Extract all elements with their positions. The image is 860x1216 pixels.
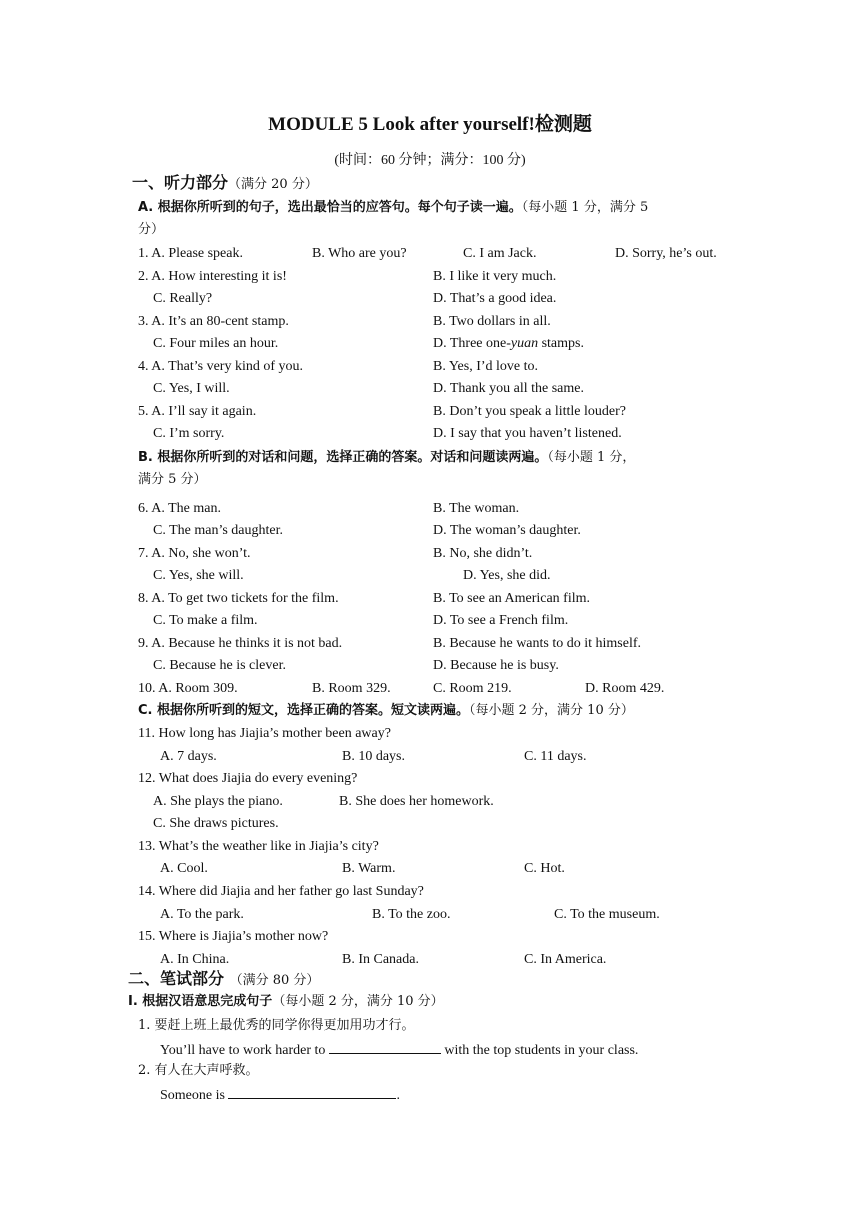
q15-option-c: C. In America. xyxy=(524,952,607,967)
page-subtitle: (时间：60 分钟；满分：100 分) xyxy=(334,153,526,168)
section-i-note: （每小题 2 分，满分 10 分） xyxy=(272,994,444,1009)
q10-option-a: 10. A. Room 309. xyxy=(138,681,238,696)
q12-option-a: A. She plays the piano. xyxy=(153,794,283,809)
q10-option-c: C. Room 219. xyxy=(433,681,512,696)
q12-option-b: B. She does her homework. xyxy=(339,794,494,809)
q6-option-a: 6. A. The man. xyxy=(138,501,221,516)
q3-option-d xyxy=(433,335,584,353)
section-b-note: （每小题 1 分， xyxy=(547,450,636,465)
q13-option-a: A. Cool. xyxy=(160,861,208,876)
q7-option-d: D. Yes, she did. xyxy=(463,568,551,583)
q13-option-b: B. Warm. xyxy=(342,861,396,876)
q6-option-b: B. The woman. xyxy=(433,501,520,516)
answer-blank[interactable] xyxy=(228,1086,284,1099)
sentence-1-part-a: You’ll have to work harder to xyxy=(160,1043,326,1058)
q5-option-d: D. I say that you haven’t listened. xyxy=(433,426,622,441)
answer-blank[interactable] xyxy=(340,1086,396,1099)
section-a-note: （每小题 1 分，满分 5 xyxy=(521,200,649,215)
q2-option-b: B. I like it very much. xyxy=(433,269,557,284)
q8-option-c: C. To make a film. xyxy=(153,613,258,628)
q3-option-b: B. Two dollars in all. xyxy=(433,314,551,329)
q11-option-a: A. 7 days. xyxy=(160,749,217,764)
q3-option-d-yuan: yuan xyxy=(510,336,539,351)
part1-heading-note: （满分 20 分） xyxy=(228,177,318,192)
q15-option-b: B. In Canada. xyxy=(342,952,419,967)
q12-stem: 12. What does Jiajia do every evening? xyxy=(138,771,358,786)
answer-blank[interactable] xyxy=(385,1041,441,1054)
sentence-2-english xyxy=(160,1086,400,1105)
section-a-note-cont: 分） xyxy=(138,222,165,237)
section-c-instruction-text: C. 根据你所听到的短文，选择正确的答案。短文读两遍。 xyxy=(138,703,470,718)
section-c-note: （每小题 2 分，满分 10 分） xyxy=(469,703,634,718)
q3-option-c: C. Four miles an hour. xyxy=(153,336,279,351)
section-c-instruction xyxy=(138,702,634,720)
q6-option-d: D. The woman’s daughter. xyxy=(433,523,581,538)
section-i-instruction xyxy=(128,993,444,1011)
q7-option-c: C. Yes, she will. xyxy=(153,568,244,583)
q1-option-b: B. Who are you? xyxy=(312,246,407,261)
section-a-instruction xyxy=(138,199,648,217)
part2-heading xyxy=(128,970,319,990)
q7-option-a: 7. A. No, she won’t. xyxy=(138,546,251,561)
page-title: MODULE 5 Look after yourself!检测题 xyxy=(268,114,592,135)
answer-blank[interactable] xyxy=(329,1041,385,1054)
q3-option-d-b: stamps. xyxy=(538,336,584,351)
sentence-1-chinese: 1. 要赶上班上最优秀的同学你得更加用功才行。 xyxy=(138,1018,415,1033)
q2-option-c: C. Really? xyxy=(153,291,213,306)
q9-option-c: C. Because he is clever. xyxy=(153,658,286,673)
section-a-instruction-text: A. 根据你所听到的句子，选出最恰当的应答句。每个句子读一遍。 xyxy=(138,200,522,215)
q1-option-d: D. Sorry, he’s out. xyxy=(615,246,717,261)
q9-option-d: D. Because he is busy. xyxy=(433,658,559,673)
part2-heading-text: 二、笔试部分 xyxy=(128,969,225,988)
q6-option-c: C. The man’s daughter. xyxy=(153,523,283,538)
q14-option-b: B. To the zoo. xyxy=(372,907,451,922)
q4-option-b: B. Yes, I’d love to. xyxy=(433,359,539,374)
sentence-2-part-a: Someone is xyxy=(160,1088,225,1103)
q1-option-a: 1. A. Please speak. xyxy=(138,246,243,261)
section-b-instruction xyxy=(138,449,635,467)
q9-option-a: 9. A. Because he thinks it is not bad. xyxy=(138,636,343,651)
q8-option-a: 8. A. To get two tickets for the film. xyxy=(138,591,339,606)
sentence-2-part-b: . xyxy=(396,1088,400,1103)
section-b-note-cont: 满分 5 分） xyxy=(138,472,207,487)
q10-option-d: D. Room 429. xyxy=(585,681,665,696)
q4-option-d: D. Thank you all the same. xyxy=(433,381,584,396)
q10-option-b: B. Room 329. xyxy=(312,681,391,696)
q11-option-b: B. 10 days. xyxy=(342,749,405,764)
section-i-instruction-text: Ⅰ. 根据汉语意思完成句子 xyxy=(128,994,273,1009)
q14-stem: 14. Where did Jiajia and her father go last Sunday? xyxy=(138,884,424,899)
q13-option-c: C. Hot. xyxy=(524,861,565,876)
q15-option-a: A. In China. xyxy=(160,952,230,967)
section-b-instruction-text: B. 根据你所听到的对话和问题，选择正确的答案。对话和问题读两遍。 xyxy=(138,450,548,465)
q11-stem: 11. How long has Jiajia’s mother been away? xyxy=(138,726,391,741)
q14-option-a: A. To the park. xyxy=(160,907,244,922)
part1-heading-text: 一、听力部分 xyxy=(132,173,229,192)
q13-stem: 13. What’s the weather like in Jiajia’s city? xyxy=(138,839,379,854)
q4-option-c: C. Yes, I will. xyxy=(153,381,230,396)
sentence-1-english xyxy=(160,1041,638,1060)
part1-heading xyxy=(132,174,318,194)
q1-option-c: C. I am Jack. xyxy=(463,246,537,261)
q3-option-a: 3. A. It’s an 80-cent stamp. xyxy=(138,314,289,329)
sentence-1-part-b: with the top students in your class. xyxy=(444,1043,639,1058)
q12-option-c: C. She draws pictures. xyxy=(153,816,279,831)
q2-option-a: 2. A. How interesting it is! xyxy=(138,269,287,284)
q3-option-d-a: D. Three one- xyxy=(433,336,511,351)
q2-option-d: D. That’s a good idea. xyxy=(433,291,557,306)
q7-option-b: B. No, she didn’t. xyxy=(433,546,533,561)
q5-option-a: 5. A. I’ll say it again. xyxy=(138,404,257,419)
q5-option-b: B. Don’t you speak a little louder? xyxy=(433,404,626,419)
q15-stem: 15. Where is Jiajia’s mother now? xyxy=(138,929,329,944)
q4-option-a: 4. A. That’s very kind of you. xyxy=(138,359,304,374)
sentence-2-chinese: 2. 有人在大声呼救。 xyxy=(138,1063,259,1078)
q5-option-c: C. I’m sorry. xyxy=(153,426,225,441)
answer-blank[interactable] xyxy=(284,1086,340,1099)
q9-option-b: B. Because he wants to do it himself. xyxy=(433,636,642,651)
part2-heading-note: （满分 80 分） xyxy=(229,973,320,988)
q11-option-c: C. 11 days. xyxy=(524,749,587,764)
q14-option-c: C. To the museum. xyxy=(554,907,660,922)
q8-option-d: D. To see a French film. xyxy=(433,613,569,628)
q8-option-b: B. To see an American film. xyxy=(433,591,591,606)
